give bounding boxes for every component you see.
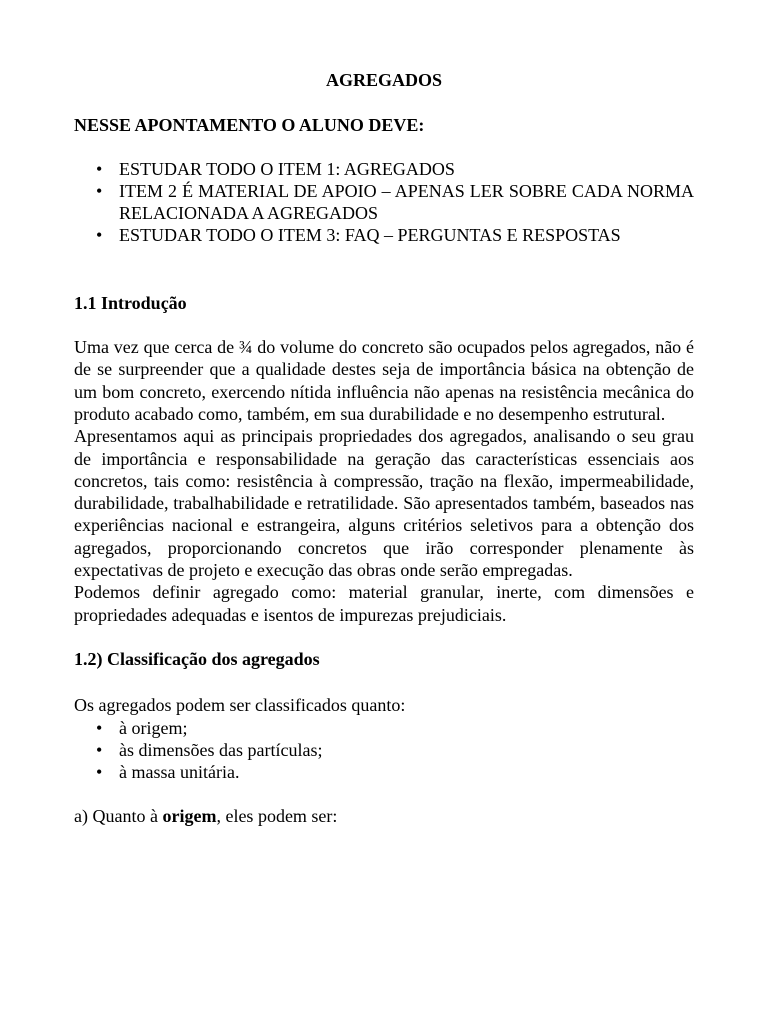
subsection-prefix: a) Quanto à [74, 806, 163, 827]
bullet-icon: • [96, 225, 103, 246]
bullet-icon: • [96, 739, 103, 760]
instruction-text: ESTUDAR TODO O ITEM 3: FAQ – PERGUNTAS E RESPOSTAS [119, 225, 621, 246]
document-title: AGREGADOS [325, 70, 442, 90]
subsection-bold-term: origem [162, 806, 217, 827]
list-item [74, 761, 694, 783]
section-heading: 1.2) Classificação dos agregados [74, 648, 320, 669]
list-item [74, 717, 694, 739]
bullet-icon: • [96, 180, 103, 201]
subsection-suffix: , eles podem ser: [216, 806, 338, 827]
subsection-line [74, 805, 694, 827]
bullet-icon: • [96, 762, 103, 783]
bullet-icon: • [96, 717, 103, 738]
instructions-list [74, 158, 694, 247]
instruction-text: ESTUDAR TODO O ITEM 1: AGREGADOS [119, 158, 455, 179]
document-page [74, 69, 694, 828]
list-item [74, 158, 694, 180]
paragraph: Os agregados podem ser classificados quanto: [74, 695, 406, 716]
list-item [74, 739, 694, 761]
list-item-text: à origem; [119, 717, 188, 738]
paragraph: Podemos definir agregado como: material granular, inerte, com dimensões e propriedades adequadas e isentos de impurezas prejudiciais. [74, 582, 694, 625]
paragraph: Uma vez que cerca de ¾ do volume do concreto são ocupados pelos agregados, não é de se surpreender que a qualidade destes seja de importância básica na obtenção de um bom concreto, exercendo nítida influência não apenas na resistência mecânica do produto acabado como, também, em sua durabilidade e no desempenho estrutural. [74, 337, 694, 424]
list-item-text: às dimensões das partículas; [119, 739, 323, 760]
classification-list [74, 717, 694, 784]
bullet-icon: • [96, 158, 103, 179]
list-item-text: à massa unitária. [119, 762, 240, 783]
instruction-text: ITEM 2 É MATERIAL DE APOIO – APENAS LER SOBRE CADA NORMA RELACIONADA A AGREGADOS [119, 180, 694, 224]
instructions-heading: NESSE APONTAMENTO O ALUNO DEVE: [74, 115, 425, 136]
section-heading: 1.1 Introdução [74, 292, 187, 313]
list-item [74, 180, 694, 225]
paragraph: Apresentamos aqui as principais propriedades dos agregados, analisando o seu grau de importância e responsabilidade na geração das características essenciais aos concretos, tais como: resistência à compressão, tração na flexão, impermeabilidade, durabilidade, trabalhabilidade e retratilidade. São apresentados também, baseados nas experiências nacional e estrangeira, alguns critérios seletivos para a obtenção dos agregados, proporcionando concretos que irão corresponder plenamente às expectativas de projeto e execução das obras onde serão empregadas. [74, 426, 694, 581]
list-item [74, 224, 694, 246]
